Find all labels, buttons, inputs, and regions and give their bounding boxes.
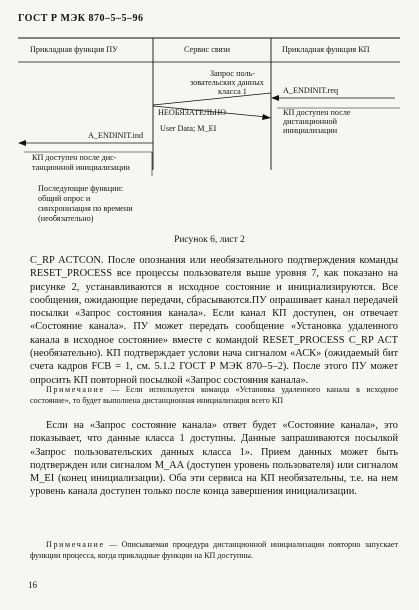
subsequent-line3: синхронизация по времени xyxy=(38,204,133,213)
kp-available-left-line2: танционной инициализации xyxy=(32,163,130,172)
user-data-label: User Data; M_EI xyxy=(160,124,217,133)
note-1-text: — Если используется команда «Установка удаленного канала в исходное состояние», то будет выполнена дистанционная инициализация всего КП xyxy=(30,385,398,405)
optional-label: НЕОБЯЗАТЕЛЬНО xyxy=(158,108,226,117)
note-2 xyxy=(30,540,398,561)
note-2-text: — Описываемая процедура дистанционной инициализации повторно запускает функции процесса, когда прикладные функции на КП доступны. xyxy=(30,540,398,560)
column-kp-label: Прикладная функция КП xyxy=(282,45,370,54)
endinit-ind-label: A_ENDINIT.ind xyxy=(88,131,144,140)
paragraph-2 xyxy=(30,419,398,499)
subsequent-line4: (необязательно) xyxy=(38,214,94,223)
column-service-label: Сервис связи xyxy=(184,45,230,54)
kp-available-left-line1: КП доступен после дис- xyxy=(32,153,117,162)
user-data-arrowhead xyxy=(262,114,271,120)
document-header: ГОСТ Р МЭК 870–5–5–96 xyxy=(18,13,144,24)
request-class1-line1: Запрос поль- xyxy=(210,69,255,78)
page-number: 16 xyxy=(28,580,37,590)
endinit-ind-arrowhead xyxy=(18,140,26,146)
paragraph-2-text: Если на «Запрос состояние канала» ответ будет «Состояние канала», это показывает, что данные класса 1 доступны. Данные запрашиваются посылкой «Запрос пользовательских данных класса 1». Прием данных может быть подтвержден или сигналом M_AA (доступен уровень пользователя) или сигналом M_EI (конец инициализации). Оба эти сервиса на КП необязательны, т.е. на нем уровень канала доступен только после конца завершения инициализации. xyxy=(30,420,398,498)
subsequent-line2: общий опрос и xyxy=(38,194,91,203)
request-arrow xyxy=(153,93,271,105)
note-1-lead: Примечание xyxy=(46,385,105,394)
subsequent-line1: Последующие функции: xyxy=(38,184,124,193)
figure-caption: Рисунок 6, лист 2 xyxy=(174,235,245,245)
endinit-req-arrowhead xyxy=(271,95,279,101)
column-pu-label: Прикладная функция ПУ xyxy=(30,45,118,54)
kp-available-right-line3: инициализации xyxy=(283,126,338,135)
request-class1-line2: зовательских данных xyxy=(190,78,264,87)
endinit-req-label: A_ENDINIT.req xyxy=(283,86,339,95)
note-1 xyxy=(30,385,398,406)
paragraph-1 xyxy=(30,254,398,387)
request-class1-line3: класса 1 xyxy=(218,87,247,96)
kp-available-right-line2: дистанционной xyxy=(283,117,337,126)
kp-available-right-line1: КП доступен после xyxy=(283,108,351,117)
paragraph-1-text: C_RP ACTCON. После опознания или необязательного подтверждения команды RESET_PROCESS все процессы пользователя выше уровня 7, как показано на рисунке 2, устанавливаются в исходное состояние и инициализируются. Все сообщения, ожидающие передачи, сбрасываются.ПУ опрашивает канал передачей посылки «Запрос состояния канала». Если канал КП доступен, он отвечает «Состояние канала». ПУ может передать сообщение «Установка удаленного канала в исходное состояние» вместе с командой RESET_PROCESS C_RP ACT (необязательно). КП подтверждает услови нача сигналом «АСК» (ожидаемый бит счета кадров FCB = 1, см. 5.1.2 ГОСТ Р МЭК 870–5–2). После этого ПУ может опросить КП повторной посылкой «Запрос состояния канала». xyxy=(30,255,398,386)
note-2-lead: Примечание xyxy=(46,540,105,549)
